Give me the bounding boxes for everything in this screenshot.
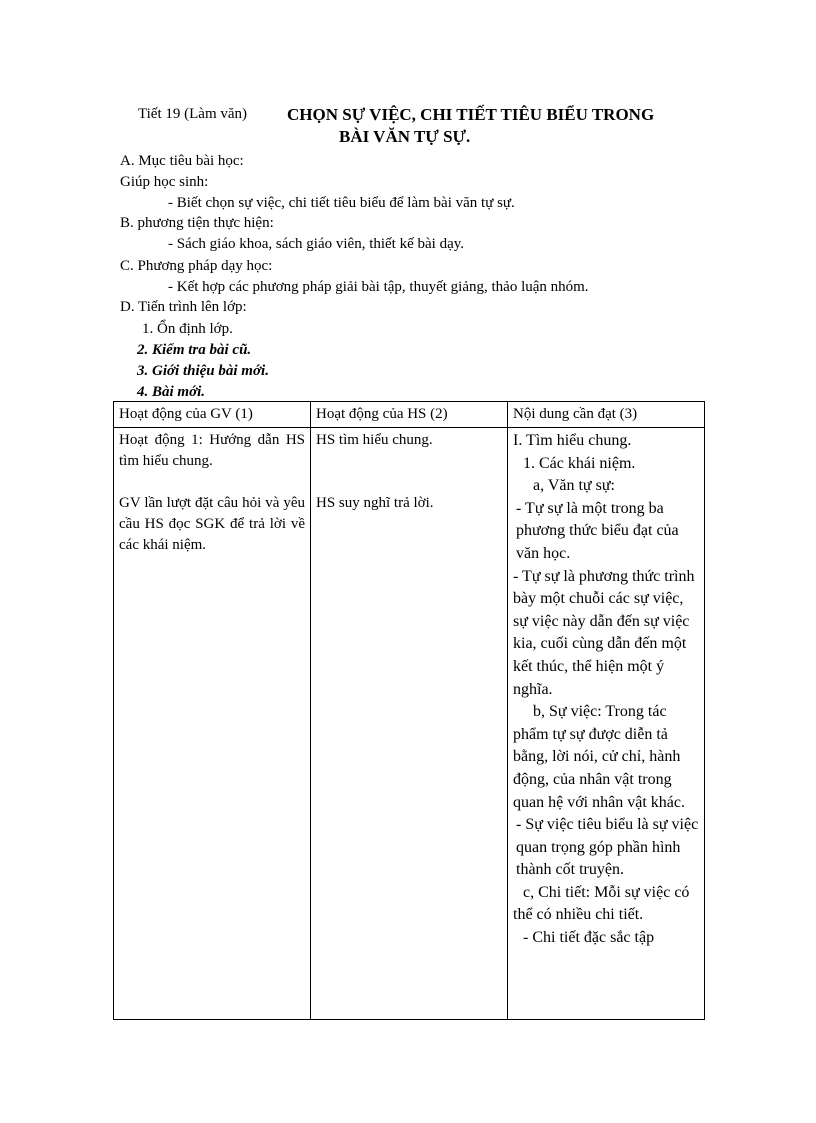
section-a-item: - Biết chọn sự việc, chi tiết tiêu biểu để làm bài văn tự sự. (168, 195, 515, 211)
step-3: 3. Giới thiệu bài mới. (137, 363, 269, 379)
content-c: c, Chi tiết: Mỗi sự việc có thể có nhiều chi tiết. (513, 883, 690, 924)
content-b: b, Sự việc: Trong tác phẩm tự sự được diễn tả bằng, lời nói, cử chỉ, hành động, của nhân vật trong quan hệ với nhân vật khác. (513, 703, 685, 811)
step-4: 4. Bài mới. (137, 384, 206, 400)
header-hs: Hoạt động của HS (2) (311, 402, 508, 428)
gv-cell (114, 428, 311, 1020)
section-d-heading: D. Tiến trình lên lớp: (120, 299, 247, 315)
hs-activity-2: HS suy nghĩ trả lời. (316, 495, 434, 511)
table-header-row (114, 402, 705, 428)
section-a-intro: Giúp học sinh: (120, 174, 209, 190)
lesson-title (287, 104, 654, 148)
section-a-heading: A. Mục tiêu bài học: (120, 153, 244, 169)
gv-activity-1: Hoạt động 1: Hướng dẫn HS tìm hiểu chung. (119, 432, 305, 469)
section-b-heading: B. phương tiện thực hiện: (120, 215, 274, 231)
content-cell (508, 428, 705, 1020)
lesson-label: Tiết 19 (Làm văn) (138, 106, 248, 122)
content-b-1: - Sự việc tiêu biểu là sự việc quan trọng góp phần hình thành cốt truyện. (516, 816, 699, 879)
section-b-item: - Sách giáo khoa, sách giáo viên, thiết kế bài dạy. (168, 236, 465, 252)
hs-cell (311, 428, 508, 1020)
table-row (114, 428, 705, 1020)
step-1: 1. Ổn định lớp. (142, 321, 233, 337)
step-2: 2. Kiểm tra bài cũ. (137, 342, 252, 358)
section-c-heading: C. Phương pháp dạy học: (120, 258, 273, 274)
content-a-1: - Tự sự là một trong ba phương thức biểu đạt của văn học. (516, 499, 679, 562)
content-concepts: 1. Các khái niệm. (523, 454, 636, 472)
gv-activity-2: GV lần lượt đặt câu hỏi và yêu cầu HS đọc SGK để trả lời về các khái niệm. (119, 495, 305, 553)
content-c-1: - Chi tiết đặc sắc tập (523, 929, 655, 947)
lesson-plan-table (113, 401, 705, 1020)
section-c-item: - Kết hợp các phương pháp giải bài tập, thuyết giảng, thảo luận nhóm. (168, 279, 589, 295)
title-line-2: BÀI VĂN TỰ SỰ. (339, 127, 471, 146)
header-gv: Hoạt động của GV (1) (114, 402, 311, 428)
content-a-2: - Tự sự là phương thức trình bày một chuỗi các sự việc, sự việc này dẫn đến sự việc kia, cuối cùng dẫn đến một kết thúc, thể hiện một ý nghĩa. (513, 567, 695, 698)
title-line-1: CHỌN SỰ VIỆC, CHI TIẾT TIÊU BIỂU TRONG (287, 105, 655, 124)
hs-activity-1: HS tìm hiểu chung. (316, 432, 433, 448)
header-content: Nội dung cần đạt (3) (508, 402, 705, 428)
content-a: a, Văn tự sự: (533, 477, 615, 495)
document-header (120, 104, 720, 148)
content-heading: I. Tìm hiểu chung. (513, 432, 632, 449)
